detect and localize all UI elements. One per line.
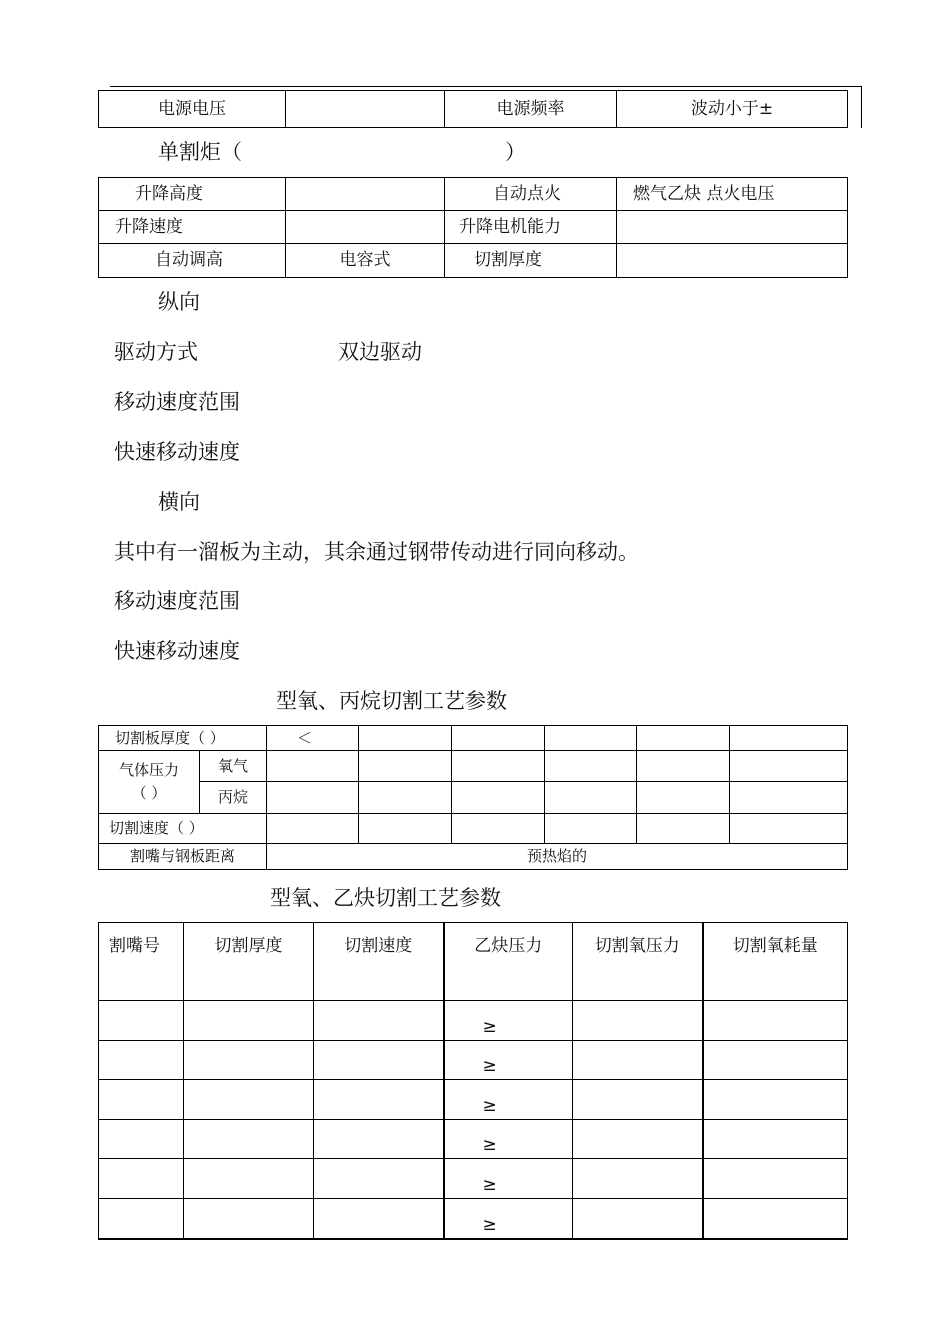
header-acetylene-pressure: 乙炔压力 [444, 923, 573, 1001]
header-rule-right [861, 86, 862, 128]
cell [730, 814, 848, 844]
cell [184, 1041, 314, 1080]
cell [184, 1199, 314, 1239]
gas-pressure-text: 气体压力 [118, 761, 179, 779]
torch-heading: 单割炬（ [158, 140, 242, 164]
preheat-label: 预热焰的 [267, 844, 848, 870]
lift-speed-label: 升降速度 [99, 211, 286, 244]
cell [314, 1159, 444, 1199]
header-speed: 切割速度 [314, 923, 444, 1001]
voltage-label: 电源电压 [99, 91, 286, 128]
longitudinal-heading: 纵向 [158, 290, 200, 314]
transverse-heading: 横向 [158, 490, 200, 514]
cell [703, 1001, 848, 1041]
trans-speed-range: 移动速度范围 [114, 589, 240, 613]
lift-height-label: 升降高度 [99, 178, 286, 211]
cell [703, 1159, 848, 1199]
table-row [99, 1041, 848, 1080]
frequency-label: 电源频率 [445, 91, 617, 128]
cell [452, 726, 545, 751]
trans-fast-speed: 快速移动速度 [114, 639, 240, 663]
ge-mark: ≥ [444, 1159, 573, 1199]
ge-mark: ≥ [444, 1001, 573, 1041]
cut-thickness-label: 切割厚度 [445, 244, 617, 278]
torch-heading-close: ） [505, 140, 526, 164]
frequency-value: 波动小于± [617, 91, 848, 128]
cell [99, 1159, 184, 1199]
header-thickness: 切割厚度 [184, 923, 314, 1001]
header-oxygen-pressure: 切割氧压力 [573, 923, 703, 1001]
capacitive-value: 电容式 [286, 244, 445, 278]
lift-speed-value [286, 211, 445, 244]
acetylene-table [98, 922, 848, 1240]
ge-mark: ≥ [444, 1080, 573, 1120]
table-row [99, 1199, 848, 1239]
cell [573, 1001, 703, 1041]
lt-mark: ＜ [267, 726, 359, 751]
cell [452, 782, 545, 814]
header-nozzle: 割嘴号 [99, 923, 184, 1001]
cell [359, 782, 452, 814]
transverse-description: 其中有一溜板为主动，其余通过钢带传动进行同向移动。 [114, 540, 639, 564]
cell [184, 1159, 314, 1199]
cell [314, 1080, 444, 1120]
propane-table-title: 型氧、丙烷切割工艺参数 [276, 689, 507, 713]
table-row [99, 1080, 848, 1120]
cell [730, 782, 848, 814]
plate-thickness-label: 切割板厚度（ ） [99, 726, 267, 751]
cell [545, 726, 637, 751]
cell [184, 1120, 314, 1159]
propane-table [98, 725, 848, 870]
cell [184, 1001, 314, 1041]
cell [545, 782, 637, 814]
power-table [98, 90, 848, 128]
ge-mark: ≥ [444, 1041, 573, 1080]
cell [184, 1080, 314, 1120]
cell [452, 751, 545, 782]
cell [314, 1041, 444, 1080]
cell [637, 751, 730, 782]
lift-motor-value [617, 211, 848, 244]
cell [99, 1001, 184, 1041]
header-rule [110, 86, 862, 87]
cell [267, 782, 359, 814]
cell [637, 814, 730, 844]
cell [314, 1199, 444, 1239]
oxygen-label: 氧气 [200, 751, 267, 782]
drive-mode-value: 双边驱动 [338, 340, 422, 364]
torch-table [98, 177, 848, 278]
cell [703, 1120, 848, 1159]
cell [545, 814, 637, 844]
cell [267, 751, 359, 782]
gas-pressure-label [99, 751, 200, 814]
cell [637, 726, 730, 751]
cut-speed-label: 切割速度（ ） [99, 814, 267, 844]
acetylene-table-title: 型氧、乙炔切割工艺参数 [270, 886, 501, 910]
lift-motor-label: 升降电机能力 [445, 211, 617, 244]
table-row [99, 1120, 848, 1159]
cell [573, 1199, 703, 1239]
cell [573, 1120, 703, 1159]
cell [267, 814, 359, 844]
cell [703, 1041, 848, 1080]
cut-thickness-value [617, 244, 848, 278]
cell [99, 1080, 184, 1120]
nozzle-distance-label: 割嘴与钢板距离 [99, 844, 267, 870]
cell [730, 726, 848, 751]
cell [573, 1041, 703, 1080]
cell [359, 814, 452, 844]
gas-pressure-unit: （ ） [131, 784, 167, 802]
cell [545, 751, 637, 782]
cell [573, 1080, 703, 1120]
voltage-value [286, 91, 445, 128]
cell [314, 1120, 444, 1159]
cell [99, 1041, 184, 1080]
cell [359, 726, 452, 751]
table-row [99, 1001, 848, 1041]
cell [359, 751, 452, 782]
long-fast-speed: 快速移动速度 [114, 440, 240, 464]
ignition-voltage-label: 燃气乙炔 点火电压 [617, 178, 848, 211]
ge-mark: ≥ [444, 1199, 573, 1239]
long-speed-range: 移动速度范围 [114, 390, 240, 414]
auto-ignition-label: 自动点火 [445, 178, 617, 211]
cell [99, 1199, 184, 1239]
cell [99, 1120, 184, 1159]
drive-mode-label: 驱动方式 [114, 340, 198, 364]
cell [452, 814, 545, 844]
lift-height-value [286, 178, 445, 211]
table-row [99, 1159, 848, 1199]
propane-label: 丙烷 [200, 782, 267, 814]
cell [703, 1199, 848, 1239]
header-oxygen-consumption: 切割氧耗量 [703, 923, 848, 1001]
cell [573, 1159, 703, 1199]
ge-mark: ≥ [444, 1120, 573, 1159]
auto-height-label: 自动调高 [99, 244, 286, 278]
cell [730, 751, 848, 782]
cell [637, 782, 730, 814]
cell [703, 1080, 848, 1120]
cell [314, 1001, 444, 1041]
